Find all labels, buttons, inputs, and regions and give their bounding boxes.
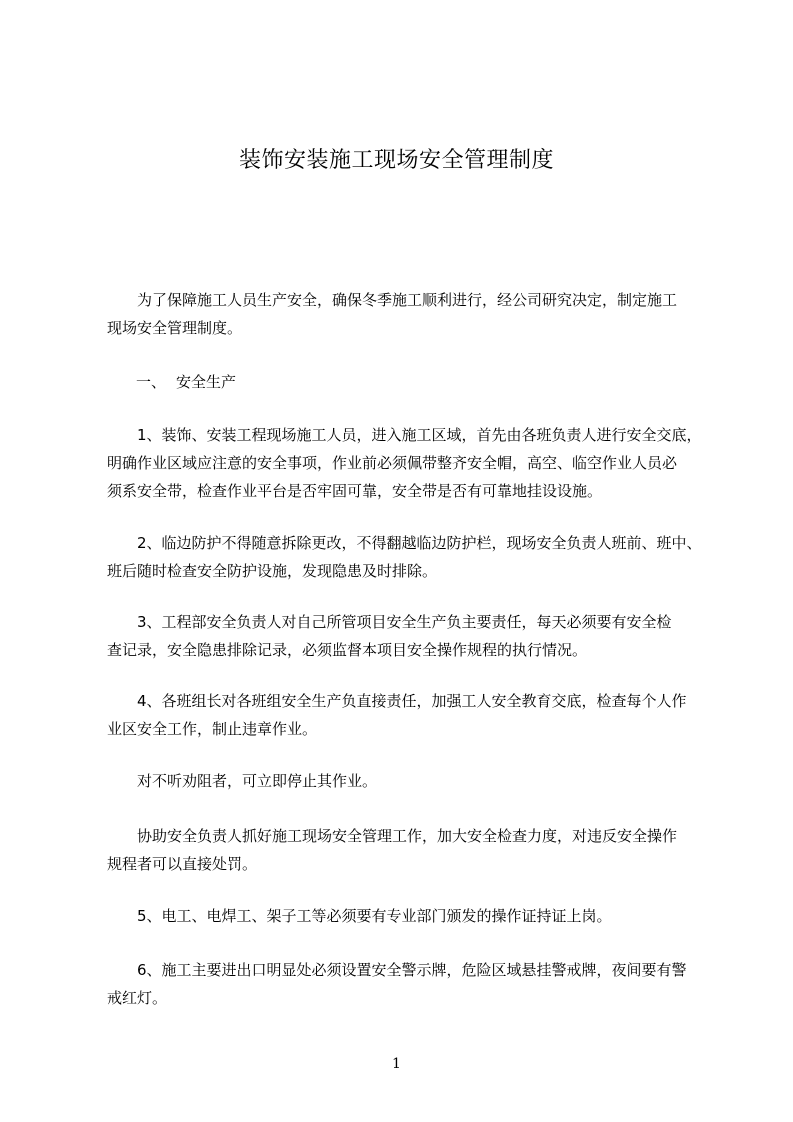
item-line: 明确作业区域应注意的安全事项，作业前必须佩带整齐安全帽，高空、临空作业人员必 [107,454,678,472]
section-title: 安全生产 [176,373,237,391]
intro-line: 现场安全管理制度。 [107,319,243,337]
item-line: 5、电工、电焊工、架子工等必须要有专业部门颁发的操作证持证上岗。 [137,907,612,925]
item-line: 须系安全带，检查作业平台是否牢固可靠，安全带是否有可靠地挂设设施。 [107,482,603,500]
document-title: 装饰安装施工现场安全管理制度 [238,148,554,173]
intro-line: 为了保障施工人员生产安全，确保冬季施工顺利进行，经公司研究决定，制定施工 [137,291,678,309]
item-line: 戒红灯。 [107,989,168,1007]
item-line: 3、工程部安全负责人对自己所管项目安全生产负主要责任，每天必须要有安全检 [137,613,672,631]
item-line: 1、装饰、安装工程现场施工人员，进入施工区域，首先由各班负责人进行安全交底， [137,426,702,444]
item-line: 查记录，安全隐患排除记录，必须监督本项目安全操作规程的执行情况。 [107,641,588,659]
item-line: 协助安全负责人抓好施工现场安全管理工作，加大安全检查力度，对违反安全操作 [137,827,678,845]
item-line: 业区安全工作，制止违章作业。 [107,720,318,738]
item-line: 班后随时检查安全防护设施，发现隐患及时排除。 [107,562,438,580]
item-line: 规程者可以直接处罚。 [107,855,258,873]
section-number: 一、 [136,373,167,391]
item-line: 2、临边防护不得随意拆除更改，不得翻越临边防护栏，现场安全负责人班前、班中、 [137,534,702,552]
item-line: 对不听劝阻者，可立即停止其作业。 [137,772,378,790]
page-number: 1 [392,1056,401,1072]
item-line: 6、施工主要进出口明显处必须设置安全警示牌，危险区域悬挂警戒牌，夜间要有警 [137,961,687,979]
item-line: 4、各班组长对各班组安全生产负直接责任，加强工人安全教育交底，检查每个人作 [137,692,687,710]
